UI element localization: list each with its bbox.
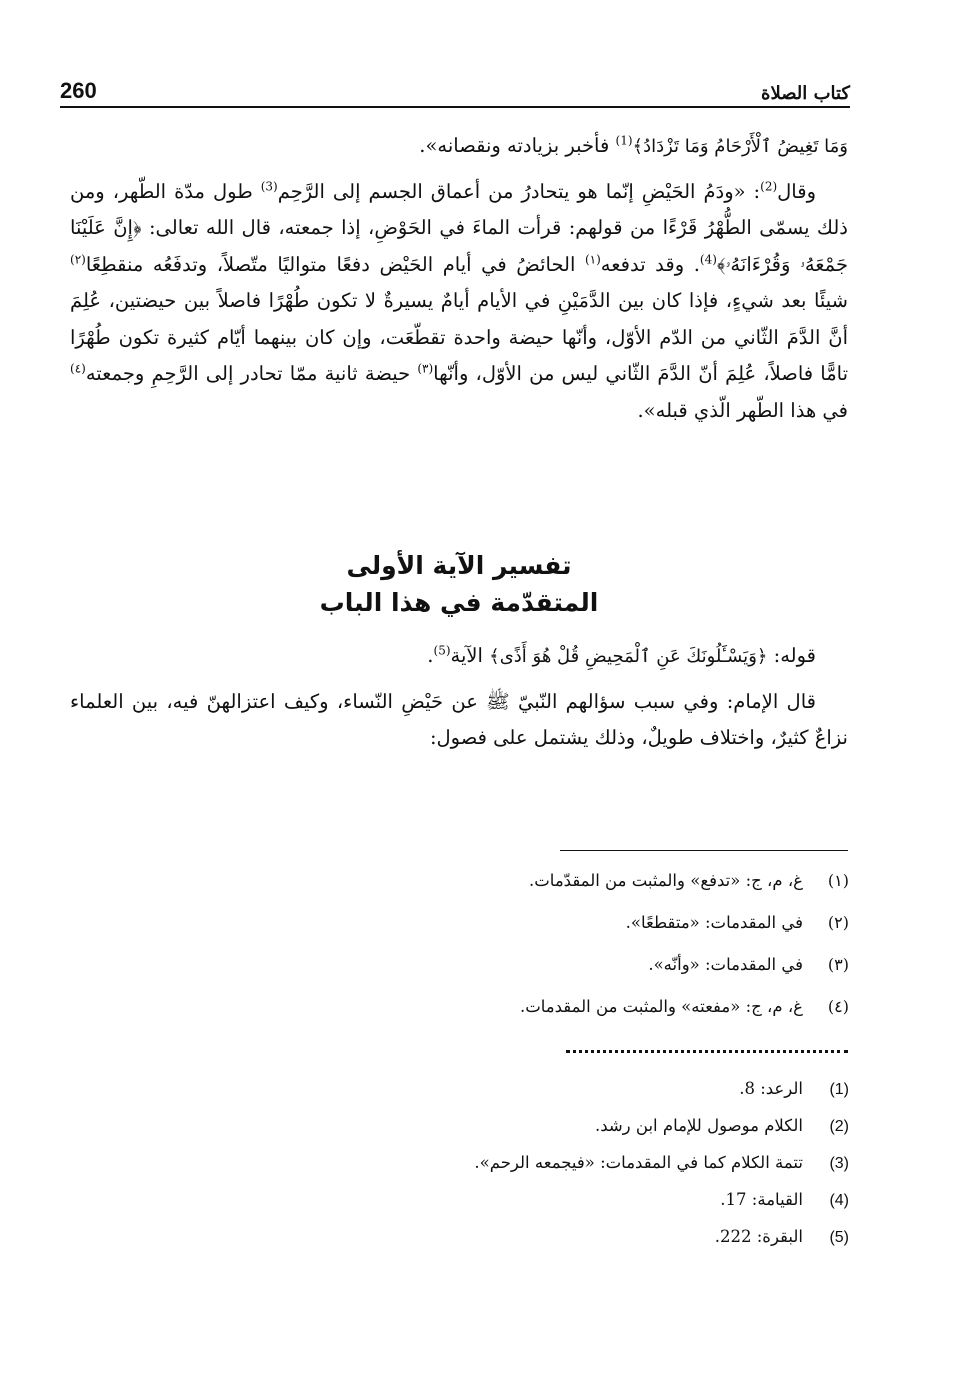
paragraph-2 — [70, 174, 848, 430]
footnote-ref: (2) — [760, 179, 778, 193]
footnote-number: (4) — [829, 1192, 849, 1209]
heading-line-2: المتقدّمة في هذا الباب — [319, 588, 599, 617]
text-run: . — [427, 644, 434, 667]
source-footnotes — [149, 1070, 849, 1255]
footnote-text: الرعد: 8. — [739, 1079, 803, 1098]
footnote-item — [149, 860, 849, 902]
text-run: . وقد تدفعه — [600, 252, 700, 276]
footnote-number: (٢) — [827, 913, 849, 932]
header-rule — [60, 106, 850, 108]
footnote-text: الكلام موصول للإمام ابن رشد. — [594, 1116, 803, 1135]
paragraph-1 — [70, 128, 848, 166]
quran-verse: ﴿وَيَسْـَٔلُونَكَ عَنِ ٱلْمَحِيضِ قُلْ هُوَ أَذًى﴾ — [489, 646, 768, 667]
editor-footnotes — [149, 860, 849, 1028]
text-run: في هذا الطّهر الّذي قبله». — [637, 398, 848, 422]
footnote-ref: (٣) — [417, 361, 434, 376]
text-run: فأخبر بزيادته ونقصانه». — [419, 134, 616, 157]
imam-paragraph: قال الإمام: وفي سبب سؤالهم النّبيّ ﷺ عن حَيْضِ النّساء، وكيف اعتزالهنّ فيه، بين العلماء نزاعٌ كثيرٌ، واختلاف طويلٌ، وذلك يشتمل على فصول: — [70, 689, 848, 749]
footnote-number: (٤) — [827, 997, 849, 1016]
footnote-text: في المقدمات: «متقطعًا». — [625, 913, 803, 932]
footnote-number: (2) — [829, 1118, 849, 1135]
main-text-2 — [70, 638, 848, 765]
page-number: 260 — [60, 78, 97, 103]
footnote-ref: (٢) — [70, 252, 86, 266]
heading-line-1: تفسير الآية الأولى — [346, 551, 572, 580]
footnote-ref: (5) — [433, 643, 451, 658]
footnote-ref: (1) — [615, 133, 633, 148]
footnote-rule — [560, 850, 848, 851]
dotted-rule — [566, 1050, 848, 1053]
footnote-item — [149, 1144, 849, 1181]
footnote-item — [149, 1181, 849, 1218]
text-run: الحائضُ في أيام الحَيْض دفعًا متواليًا متّصلاً، وتدفَعُه منقطِعًا — [85, 252, 585, 276]
footnote-number: (٣) — [827, 955, 849, 974]
footnote-number: (١) — [827, 871, 849, 890]
footnote-ref: (١) — [584, 252, 601, 266]
footnote-ref: (٤) — [70, 361, 86, 376]
footnote-item — [149, 1107, 849, 1144]
text-run: شيئًا بعد شيءٍ، فإذا كان بين الدَّمَيْنِ في الأيام أيامٌ يسيرةٌ لا تكون طُهْرًا فاصلاً بين حيضتين، عُلِمَ أنَّ الدَّمَ الثّاني من الدّم الأوّل، وأنّها حيضة واحدة تقطّعَت، وإن كان بينهما أيّام كثيرة تكون طُهْرًا تامًّا فاصلاً، عُلِمَ أنّ الدَّمَ الثّاني ليس من الأوّل، وأنّها — [70, 289, 849, 385]
text-run: الآية — [450, 644, 490, 667]
main-text — [70, 128, 848, 429]
running-title: كتاب الصلاة — [761, 83, 850, 104]
footnote-text: القيامة: 17. — [720, 1190, 803, 1209]
text-run: حيضة ثانية ممّا تحادر إلى الرَّحِمِ وجمعته — [85, 362, 418, 385]
text-run: قوله: — [767, 644, 816, 667]
footnote-number: (1) — [829, 1081, 849, 1098]
footnote-text: غ، م، ج: «مفعته» والمثبت من المقدمات. — [519, 997, 803, 1016]
running-header — [60, 68, 850, 104]
footnote-number: (3) — [829, 1155, 849, 1172]
text-run: وقال — [777, 179, 816, 203]
footnote-text: البقرة: 222. — [714, 1227, 803, 1246]
footnote-text: في المقدمات: «وأنّه». — [648, 955, 803, 974]
footnote-text: غ، م، ج: «تدفع» والمثبت من المقدّمات. — [529, 871, 803, 890]
footnote-number: (5) — [829, 1229, 849, 1246]
quran-verse: وَمَا تَغِيضُ ٱلْأَرْحَامُ وَمَا تَزْدَادُ﴾ — [632, 136, 848, 157]
text-run: طول مدّة الطّهر، ومن ذلك يسمّى الطُّهْرُ قَرْءًا من قولهم: قرأت الماءَ في الحَوْضِ، إذا جمعته، قال الله تعالى: ﴿إِنَّ عَلَيْنَا جَمْعَهُۥ وَقُرْءَانَهُۥ﴾ — [70, 179, 849, 276]
footnote-item — [149, 944, 849, 986]
footnote-ref: (4) — [699, 252, 717, 266]
footnote-item — [149, 986, 849, 1028]
text-run: : «ودَمُ الحَيْضِ إنّما هو يتحادرُ من أعماق الجسم إلى الرَّحِم — [277, 179, 761, 203]
footnote-text: تتمة الكلام كما في المقدمات: «فيجمعه الرحم». — [474, 1153, 803, 1172]
verse-paragraph — [70, 638, 848, 676]
footnote-item — [149, 902, 849, 944]
footnote-ref: (3) — [260, 179, 278, 193]
section-heading — [70, 547, 848, 621]
footnote-item — [149, 1218, 849, 1255]
footnote-item — [149, 1070, 849, 1107]
